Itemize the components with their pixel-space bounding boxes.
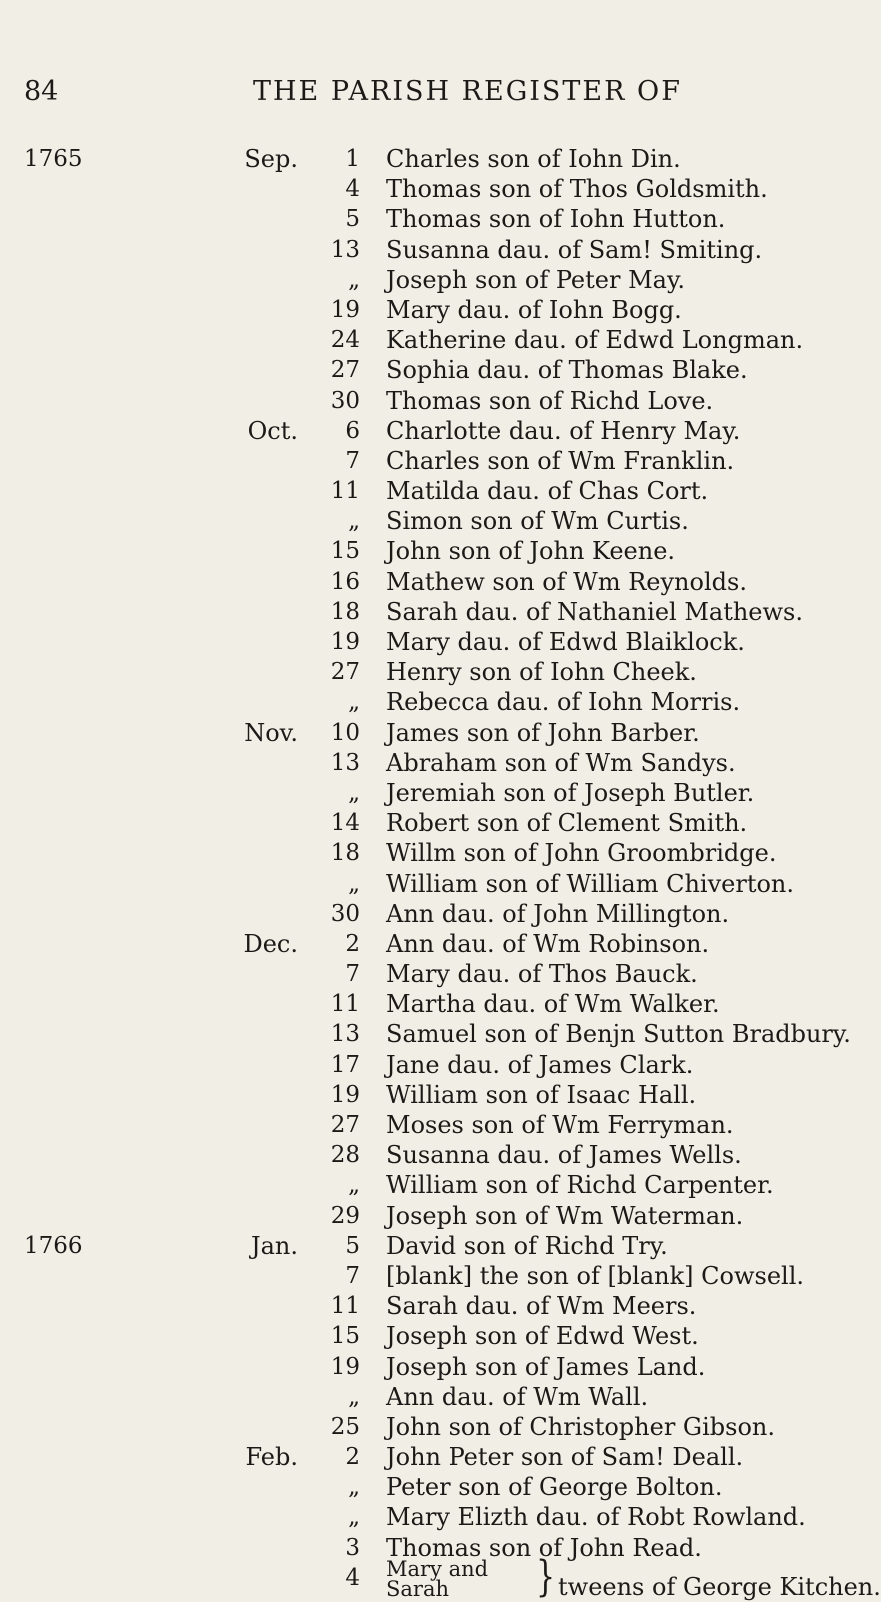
register-entry <box>0 959 800 989</box>
entry-text: Rebecca dau. of Iohn Morris. <box>386 688 741 717</box>
register-entry <box>0 355 800 385</box>
register-entry-twins <box>0 1552 881 1602</box>
register-entry <box>0 989 800 1019</box>
entry-text: Mary dau. of Iohn Bogg. <box>386 295 682 324</box>
register-entries <box>0 144 881 1602</box>
entry-text: Thomas son of Richd Love. <box>386 386 714 415</box>
twin-entry-rest: tweens of George Kitchen. <box>558 1572 881 1601</box>
entry-day: 24 <box>330 327 360 354</box>
entry-text: Charlotte dau. of Henry May. <box>386 416 741 445</box>
entry-text: Susanna dau. of James Wells. <box>386 1141 742 1170</box>
entry-day: 17 <box>330 1051 360 1078</box>
entry-text: Joseph son of Peter May. <box>386 265 685 294</box>
entry-day: 14 <box>330 810 360 837</box>
entry-day: 18 <box>330 598 360 625</box>
entry-text: Robert son of Clement Smith. <box>386 809 748 838</box>
twin-names <box>386 1556 489 1601</box>
entry-text: Jeremiah son of Joseph Butler. <box>386 778 755 807</box>
entry-day: 2 <box>345 1444 360 1471</box>
entry-text: Ann dau. of Wm Robinson. <box>386 929 710 958</box>
register-entry <box>0 899 800 929</box>
register-entry <box>0 1201 800 1231</box>
register-entry <box>0 1502 806 1532</box>
twin-name-second: Sarah <box>386 1576 449 1601</box>
register-entry <box>0 1442 800 1472</box>
entry-day: 4 <box>345 1564 360 1591</box>
register-entry <box>0 144 800 174</box>
entry-day: 4 <box>345 176 360 203</box>
entry-day: „ <box>348 266 360 293</box>
entry-day: „ <box>348 508 360 535</box>
entry-day: 15 <box>330 1323 360 1350</box>
entry-text: Abraham son of Wm Sandys. <box>386 748 736 777</box>
register-entry <box>0 1140 800 1170</box>
twin-name-first: Mary and <box>386 1556 489 1581</box>
register-entry <box>0 1291 800 1321</box>
entry-day: „ <box>348 1172 360 1199</box>
entry-text: John Peter son of Sam! Deall. <box>386 1443 744 1472</box>
register-entry <box>0 838 800 868</box>
entry-text: Thomas son of Thos Goldsmith. <box>386 175 768 204</box>
entry-day: „ <box>348 1504 360 1531</box>
entry-day: „ <box>348 870 360 897</box>
register-entry <box>0 1321 800 1351</box>
entry-day: 15 <box>330 538 360 565</box>
entry-text: James son of John Barber. <box>386 718 700 747</box>
entry-day: 16 <box>330 568 360 595</box>
entry-text: Matilda dau. of Chas Cort. <box>386 477 709 506</box>
register-entry <box>0 627 800 657</box>
entry-text: Mary dau. of Edwd Blaiklock. <box>386 628 745 656</box>
register-entry <box>0 748 800 778</box>
entry-text: Jane dau. of James Clark. <box>386 1050 694 1079</box>
entry-day: 27 <box>330 659 360 686</box>
register-entry <box>0 1110 800 1140</box>
entry-text: Charles son of Wm Franklin. <box>386 446 735 475</box>
register-entry <box>0 204 800 234</box>
entry-text: William son of William Chiverton. <box>386 869 795 898</box>
entry-month: Sep. <box>244 145 298 173</box>
register-entry <box>0 718 800 748</box>
entry-text: [blank] the son of [blank] Cowsell. <box>386 1261 805 1290</box>
entry-text: Susanna dau. of Sam! Smiting. <box>386 235 763 264</box>
entry-text: John son of Christopher Gibson. <box>386 1412 775 1441</box>
register-entry <box>0 567 800 597</box>
entry-day: 10 <box>330 719 360 746</box>
entry-day: 25 <box>330 1413 360 1440</box>
entry-day: 11 <box>330 1293 360 1320</box>
entry-day: 27 <box>330 1112 360 1138</box>
entry-day: „ <box>348 1383 360 1410</box>
entry-text: Sophia dau. of Thomas Blake. <box>386 356 748 385</box>
entry-month: Feb. <box>245 1443 298 1472</box>
entry-month: Oct. <box>247 416 298 445</box>
entry-text: Moses son of Wm Ferryman. <box>386 1111 734 1139</box>
page-number: 84 <box>24 76 59 107</box>
entry-text: Simon son of Wm Curtis. <box>386 507 689 536</box>
entry-text: Joseph son of Edwd West. <box>386 1322 699 1351</box>
entry-year: 1765 <box>24 146 83 172</box>
entry-text: William son of Isaac Hall. <box>386 1080 697 1109</box>
register-entry <box>0 1472 800 1502</box>
register-entry <box>0 1382 800 1412</box>
entry-text: David son of Richd Try. <box>386 1231 668 1260</box>
entry-day: 30 <box>330 900 360 927</box>
register-entry <box>0 808 800 838</box>
entry-month: Jan. <box>250 1231 298 1260</box>
register-entry <box>0 506 800 536</box>
register-entry <box>0 929 800 959</box>
entry-text: Willm son of John Groombridge. <box>386 839 777 868</box>
entry-text: Mathew son of Wm Reynolds. <box>386 567 747 596</box>
register-entry <box>0 235 800 265</box>
entry-text: Sarah dau. of Nathaniel Mathews. <box>386 597 803 626</box>
entry-day: „ <box>348 1474 360 1501</box>
entry-text: John son of John Keene. <box>386 537 676 566</box>
register-entry <box>0 1412 800 1442</box>
register-entry <box>0 536 800 566</box>
entry-day: 2 <box>345 930 360 957</box>
entry-day: 11 <box>330 478 360 505</box>
register-entry <box>0 657 800 687</box>
entry-text: Mary dau. of Thos Bauck. <box>386 960 698 989</box>
entry-text: Joseph son of James Land. <box>386 1352 706 1381</box>
register-entry <box>0 687 800 717</box>
entry-text: William son of Richd Carpenter. <box>386 1171 774 1200</box>
entry-day: 7 <box>345 1262 360 1289</box>
entry-text: Ann dau. of Wm Wall. <box>386 1382 649 1411</box>
entry-day: 7 <box>345 447 360 474</box>
entry-text: Charles son of Iohn Din. <box>386 145 681 173</box>
register-entry <box>0 869 800 899</box>
entry-day: 28 <box>330 1142 360 1169</box>
register-entry <box>0 1170 800 1200</box>
page-title: THE PARISH REGISTER OF <box>253 76 682 107</box>
register-entry <box>0 1231 800 1261</box>
register-entry <box>0 1352 800 1382</box>
entry-text: Mary Elizth dau. of Robt Rowland. <box>386 1503 806 1532</box>
entry-text: Henry son of Iohn Cheek. <box>386 658 697 687</box>
entry-text: Martha dau. of Wm Walker. <box>386 990 720 1019</box>
entry-day: 29 <box>330 1202 360 1229</box>
entry-day: 13 <box>330 1021 360 1048</box>
entry-day: 5 <box>345 206 360 233</box>
entry-day: 18 <box>330 840 360 867</box>
register-entry <box>0 265 800 295</box>
entry-day: 13 <box>330 749 360 776</box>
entry-day: „ <box>348 689 360 716</box>
register-entry <box>0 1050 800 1080</box>
entry-day: 11 <box>330 991 360 1018</box>
entry-day: 5 <box>345 1232 360 1259</box>
entry-day: „ <box>348 779 360 806</box>
entry-day: 27 <box>330 357 360 384</box>
entry-text: Ann dau. of John Millington. <box>386 899 730 928</box>
entry-year: 1766 <box>24 1232 83 1259</box>
entry-day: 1 <box>345 146 360 172</box>
entry-text: Thomas son of John Read. <box>386 1533 702 1562</box>
register-entry <box>0 386 800 416</box>
entry-day: 30 <box>330 387 360 414</box>
register-entry <box>0 295 800 325</box>
entry-day: 19 <box>330 296 360 323</box>
entry-text: Peter son of George Bolton. <box>386 1473 723 1502</box>
entry-day: 3 <box>345 1534 360 1561</box>
entry-month: Dec. <box>243 929 298 958</box>
entry-day: 7 <box>345 961 360 988</box>
register-entry <box>0 778 800 808</box>
entry-text: Katherine dau. of Edwd Longman. <box>386 326 804 355</box>
register-entry <box>0 597 803 627</box>
register-entry <box>0 1261 805 1291</box>
register-entry <box>0 1019 851 1049</box>
register-entry <box>0 476 800 506</box>
entry-text: Joseph son of Wm Waterman. <box>386 1201 744 1230</box>
entry-text: Thomas son of Iohn Hutton. <box>386 205 726 234</box>
register-entry <box>0 446 800 476</box>
register-entry <box>0 416 800 446</box>
brace-mark: } <box>536 1552 556 1602</box>
entry-day: 6 <box>345 417 360 444</box>
entry-text: Samuel son of Benjn Sutton Bradbury. <box>386 1020 851 1049</box>
register-entry <box>0 1080 800 1110</box>
entry-day: 13 <box>330 236 360 263</box>
entry-day: 19 <box>330 629 360 655</box>
register-entry <box>0 325 804 355</box>
entry-text: Sarah dau. of Wm Meers. <box>386 1292 697 1321</box>
entry-day: 19 <box>330 1353 360 1380</box>
entry-month: Nov. <box>244 718 298 747</box>
entry-day: 19 <box>330 1081 360 1108</box>
register-entry <box>0 174 800 204</box>
